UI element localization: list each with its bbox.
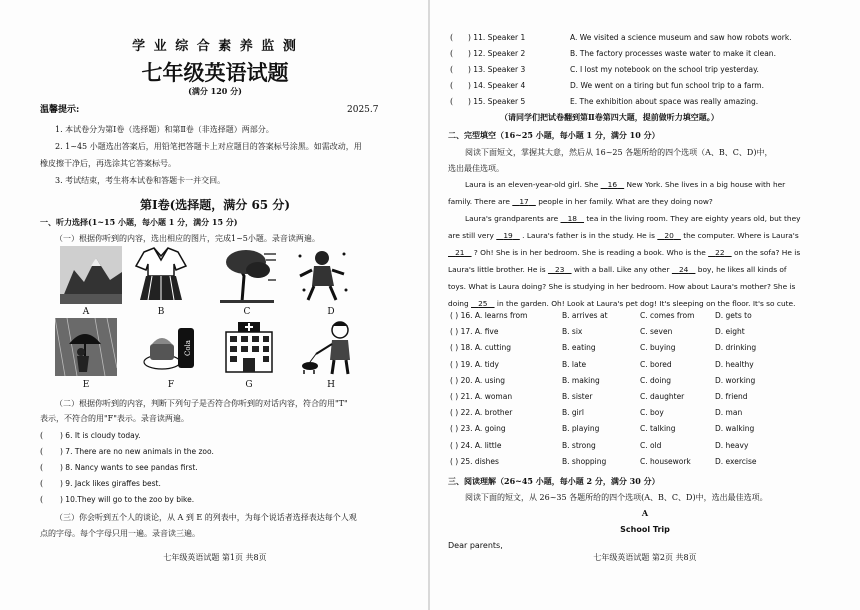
- exam-title: 七年级英语试题: [141, 60, 289, 85]
- picture-b: [130, 246, 192, 304]
- cloze-option-19-B: B. late: [562, 359, 587, 369]
- cloze-option-25-D: D. exercise: [715, 456, 757, 466]
- cloze-option-23-C: C. talking: [640, 424, 676, 434]
- passage-text: Laura is an eleven-year-old girl. She: [465, 180, 599, 189]
- listening-heading: 一、听力选择(1~15 小题，每小题 1 分，满分 15 分): [40, 217, 238, 227]
- passage-text: people in her family. What are they doing now?: [538, 197, 713, 206]
- tf-paren: (: [40, 495, 44, 504]
- cloze-blank-18: 18: [567, 214, 577, 223]
- cloze-option-21-B: B. sister: [562, 392, 593, 401]
- speaker-paren: (: [450, 97, 454, 106]
- cloze-blank-20: 20: [664, 231, 674, 240]
- picture-label-a: A: [82, 307, 90, 317]
- passage-text: in the garden. Oh! Look at Laura's pet dog! It's sleeping on the floor. It's so cute.: [496, 299, 796, 308]
- hospital-building-icon: [218, 318, 280, 376]
- cloze-blank-24: 24: [678, 265, 689, 274]
- part1-title: 第Ⅰ卷(选择题，满分 65 分): [139, 198, 291, 212]
- cloze-question-22: ( ) 22. A. brother: [450, 408, 513, 418]
- cloze-option-20-C: C. doing: [640, 375, 671, 385]
- cloze-blank-16: 16: [607, 180, 618, 189]
- cloze-blank-19: 19: [503, 231, 513, 240]
- cloze-option-17-C: C. seven: [640, 327, 673, 337]
- picture-label-d: D: [327, 307, 335, 317]
- picture-label-c: C: [243, 307, 251, 317]
- tf-item-10: ) 10.They will go to the zoo by bike.: [60, 495, 195, 504]
- passage-text: boy, he likes all kinds of: [697, 265, 787, 274]
- passage-line-8: [448, 298, 795, 309]
- cloze-option-23-D: D. walking: [715, 424, 755, 434]
- listening-sub2-line1: （二）根据你听到的内容，判断下列句子是否符合你听到的对话内容，符合的用"T": [55, 399, 348, 408]
- passage-text: Laura's little brother. He is: [448, 265, 546, 274]
- cloze-question-23: ( ) 23. A. going: [450, 424, 506, 434]
- passage-line-1: [465, 179, 785, 190]
- tf-item-7: ) 7. There are no new animals in the zoo.: [60, 447, 214, 456]
- passage-line-6: [448, 264, 787, 275]
- exam-header: 学 业 综 合 素 养 监 测: [132, 39, 298, 54]
- tf-item-9: ) 9. Jack likes giraffes best.: [60, 479, 161, 488]
- salutation: Dear parents,: [448, 541, 503, 550]
- cloze-option-18-C: C. buying: [640, 343, 676, 353]
- tf-paren: (: [40, 431, 44, 440]
- cloze-option-20-D: D. working: [715, 375, 756, 385]
- speaker-paren: (: [450, 81, 454, 90]
- speaker-11: ) 11. Speaker 1: [468, 33, 526, 42]
- picture-e: [55, 318, 117, 376]
- cloze-option-24-C: C. old: [640, 440, 662, 450]
- cloze-option-22-B: B. girl: [562, 408, 584, 418]
- passage-text: are still very: [448, 231, 494, 240]
- cloze-option-23-B: B. playing: [562, 424, 600, 434]
- turn-page-note: （请同学们把试卷翻到第Ⅱ卷第四大题，提前做听力填空题。）: [500, 112, 719, 122]
- picture-label-e: E: [82, 380, 90, 390]
- cloze-option-24-D: D. heavy: [715, 440, 749, 450]
- cloze-option-17-B: B. six: [562, 327, 583, 337]
- tf-item-6: ) 6. It is cloudy today.: [60, 431, 141, 440]
- reading-heading: 三、阅读理解（26~45 小题，每小题 2 分，满分 30 分）: [448, 476, 660, 486]
- note-2: 2. 1~45 小题选出答案后，用铅笔把答题卡上对应题目的答案标号涂黑。如需改动，用: [55, 142, 362, 151]
- full-marks: (满分 120 分): [188, 86, 242, 96]
- cloze-question-20: ( ) 20. A. using: [450, 375, 505, 385]
- cloze-question-24: ( ) 24. A. little: [450, 440, 502, 450]
- cloze-option-24-B: B. strong: [562, 440, 596, 450]
- cloze-question-21: ( ) 21. A. woman: [450, 392, 513, 401]
- speaker-paren: (: [450, 65, 454, 74]
- cloze-option-21-C: C. daughter: [640, 392, 685, 401]
- cloze-option-17-D: D. eight: [715, 327, 745, 337]
- food-plate-icon: [140, 318, 202, 376]
- speaker-15: ) 15. Speaker 5: [468, 97, 526, 106]
- passage-text: the computer. Where is Laura's: [683, 231, 799, 240]
- reading-passage-a: A: [641, 508, 649, 518]
- rain-umbrella-icon: [55, 318, 117, 376]
- cloze-question-17: ( ) 17. A. five: [450, 327, 499, 337]
- cloze-option-22-D: D. man: [715, 408, 743, 418]
- note-3: 3. 考试结束，考生将本试卷和答题卡一并交回。: [55, 176, 226, 185]
- passage-text: tea in the living room. They are eighty years old, but they: [586, 214, 801, 223]
- speaker-option-c: C. I lost my notebook on the school trip yesterday.: [570, 65, 759, 74]
- passage-line-4: [448, 230, 799, 241]
- speaker-option-a: A. We visited a science museum and saw how robots work.: [570, 33, 792, 42]
- cloze-option-19-C: C. bored: [640, 359, 672, 369]
- speaker-14: ) 14. Speaker 4: [468, 81, 526, 90]
- dog-walking-icon: [300, 318, 362, 376]
- cloze-option-25-C: C. housework: [640, 456, 691, 466]
- exam-date: 2025.7: [347, 105, 379, 115]
- cloze-blank-25: 25: [478, 299, 488, 308]
- cloze-question-19: ( ) 19. A. tidy: [450, 359, 499, 369]
- speaker-12: ) 12. Speaker 2: [468, 49, 526, 58]
- passage-text: ? Oh! She is in her bedroom. She is reading a book. Who is the: [473, 248, 706, 257]
- cloze-option-18-B: B. eating: [562, 343, 596, 353]
- cloze-option-16-C: C. comes from: [640, 311, 695, 320]
- cloze-blank-21: 21: [455, 248, 465, 257]
- cloze-question-16: ( ) 16. A. learns from: [450, 311, 528, 320]
- passage-line-3: [465, 213, 801, 224]
- cloze-blank-22: 22: [715, 248, 725, 257]
- cloze-option-19-D: D. healthy: [715, 359, 754, 369]
- page-footer-right: 七年级英语试题 第2页 共8页: [593, 553, 697, 562]
- cloze-option-22-C: C. boy: [640, 408, 664, 418]
- passage-text: . Laura's father is in the study. He is: [522, 231, 655, 240]
- passage-text: doing: [448, 299, 469, 308]
- cloze-option-21-D: D. friend: [715, 392, 748, 401]
- cloze-blank-23: 23: [555, 265, 565, 274]
- cloze-heading: 二、完型填空（16~25 小题，每小题 1 分，满分 10 分）: [448, 130, 660, 140]
- passage-text: on the sofa? He is: [734, 248, 801, 257]
- reading-instruction: 阅读下面的短文，从 26~35 各题所给的四个选项(A、B、C、D)中，选出最佳选项。: [465, 493, 768, 502]
- passage-line-7: [448, 281, 795, 292]
- passage-text: toys. What is Laura doing? She is studying in her bedroom. How about Laura's mother? She is: [448, 282, 796, 291]
- note-2-cont: 橡皮擦干净后，再选涂其它答案标号。: [40, 159, 176, 168]
- picture-label-g: G: [245, 380, 253, 390]
- cloze-option-16-D: D. gets to: [715, 311, 752, 320]
- listening-sub3-line2: 点的字母。每个字母只用一遍。录音读三遍。: [40, 529, 200, 538]
- notice-label: 温馨提示:: [40, 105, 80, 115]
- cloze-instruction-1: 阅读下面短文，掌握其大意，然后从 16~25 各题所给的四个选项（A、B、C、D)中，: [465, 148, 773, 157]
- picture-label-h: H: [327, 380, 335, 390]
- passage-line-2: [448, 196, 713, 207]
- tf-item-8: ) 8. Nancy wants to see pandas first.: [60, 463, 198, 472]
- cloze-blank-17: 17: [519, 197, 529, 206]
- right-page: [430, 0, 860, 610]
- picture-d: [292, 246, 354, 304]
- passage-line-5: [448, 247, 800, 258]
- passage-text: Laura's grandparents are: [465, 214, 559, 223]
- page-footer-left: 七年级英语试题 第1页 共8页: [163, 553, 267, 562]
- picture-a: [60, 246, 122, 304]
- cloze-option-25-B: B. shopping: [562, 456, 607, 466]
- speaker-option-b: B. The factory processes waste water to make it clean.: [570, 49, 776, 58]
- listening-sub3-line1: （三）你会听到五个人的谈论，从 A 到 E 的列表中，为每个说话者选择表达每个人观: [55, 513, 357, 522]
- snow-person-icon: [292, 246, 354, 304]
- cloze-instruction-2: 选出最佳选项。: [448, 164, 504, 173]
- listening-sub1: （一）根据你听到的内容，选出相应的图片，完成1~5小题。录音读两遍。: [55, 234, 320, 243]
- cloze-option-18-D: D. drinking: [715, 343, 757, 353]
- tf-paren: (: [40, 447, 44, 456]
- speaker-option-d: D. We went on a tiring but fun school trip to a farm.: [570, 81, 764, 90]
- tf-paren: (: [40, 479, 44, 488]
- svg-text:Cola: Cola: [184, 340, 192, 356]
- passage-text: family. There are: [448, 197, 510, 206]
- listening-sub2-line2: 表示，不符合的用"F"表示。录音读两遍。: [40, 414, 189, 423]
- passage-text: New York. She lives in a big house with her: [626, 180, 786, 189]
- note-1: 1. 本试卷分为第Ⅰ卷（选择题）和第Ⅱ卷（非选择题）两部分。: [55, 125, 274, 134]
- passage-text: with a ball. Like any other: [573, 265, 670, 274]
- windy-tree-icon: [216, 246, 278, 304]
- cloze-question-25: ( ) 25. dishes: [450, 456, 499, 466]
- mountain-photo-icon: [60, 246, 122, 304]
- cloze-question-18: ( ) 18. A. cutting: [450, 343, 512, 353]
- picture-h: [300, 318, 362, 376]
- picture-f: [140, 318, 202, 376]
- school-uniform-icon: [130, 246, 192, 304]
- cloze-option-16-B: B. arrives at: [562, 311, 608, 320]
- speaker-paren: (: [450, 49, 454, 58]
- cloze-option-20-B: B. making: [562, 375, 600, 385]
- picture-c: [216, 246, 278, 304]
- speaker-13: ) 13. Speaker 3: [468, 65, 526, 74]
- reading-title: School Trip: [620, 525, 670, 534]
- picture-label-f: F: [167, 380, 175, 390]
- picture-g: [218, 318, 280, 376]
- picture-label-b: B: [157, 307, 165, 317]
- speaker-option-e: E. The exhibition about space was really amazing.: [570, 97, 759, 106]
- tf-paren: (: [40, 463, 44, 472]
- speaker-paren: (: [450, 33, 454, 42]
